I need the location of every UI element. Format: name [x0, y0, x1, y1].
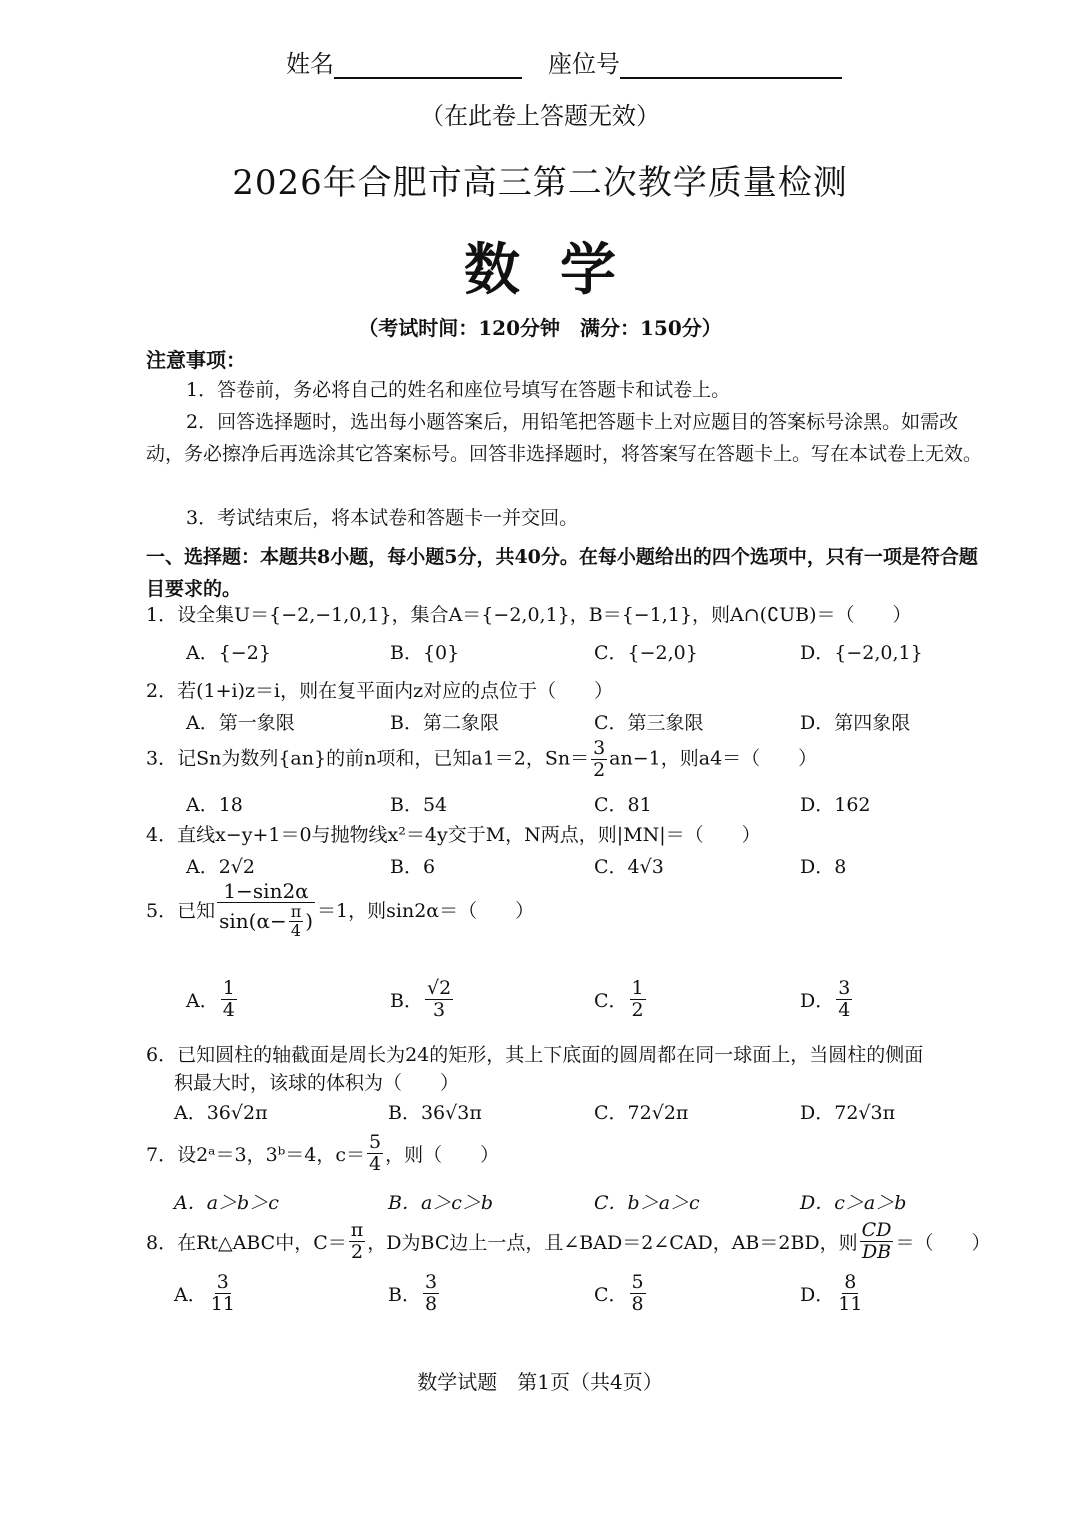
q3-fraction — [591, 738, 607, 781]
q8-pi: π — [350, 1219, 364, 1241]
notice-item-3: 3．考试结束后，将本试卷和答题卡一并交回。 — [186, 507, 579, 529]
q5-lead: 5．已知 — [146, 900, 216, 923]
q5-option-b-frac — [425, 978, 453, 1021]
q3-frac-den: 2 — [593, 758, 606, 781]
q8-ratio-fraction — [860, 1220, 894, 1263]
q7-stem-part-b: ，则（ ） — [385, 1143, 500, 1166]
q5-equals: ＝1 — [317, 900, 349, 923]
q6-option-d: D．72√3π — [800, 1102, 896, 1124]
q5-option-d-den: 4 — [838, 998, 851, 1021]
q5-den-part-a: sin(α− — [219, 909, 287, 934]
q5-denominator — [217, 903, 315, 939]
q8-stem-part-b: ，D为BC边上一点，且∠BAD＝2∠CAD，AB＝2BD，则 — [367, 1231, 858, 1254]
q5-option-a-label: A． — [186, 989, 219, 1012]
question-1-stem: 1．设全集U＝{−2,−1,0,1}，集合A＝{−2,0,1}，B＝{−1,1}，则A∩(∁UB)＝（ ） — [146, 604, 912, 626]
q5-option-b-den: 3 — [433, 998, 446, 1021]
q2-option-b: B．第二象限 — [390, 712, 499, 734]
question-3-stem — [146, 738, 817, 781]
name-field — [286, 44, 522, 79]
q5-option-b-num: √2 — [426, 977, 452, 999]
q4-option-a: A．2√2 — [186, 856, 256, 878]
q4-option-d: D．8 — [800, 856, 847, 878]
q5-option-d — [800, 978, 854, 1021]
q5-pi-over-4 — [289, 903, 304, 939]
q5-four: 4 — [290, 920, 302, 940]
q5-tail: ，则sin2α＝（ ） — [348, 900, 535, 923]
q7-option-c: C．b＞a＞c — [594, 1192, 700, 1214]
q5-option-c-label: C． — [594, 989, 628, 1012]
q1-option-b: B．{0} — [390, 642, 460, 664]
q5-numerator: 1−sin2α — [217, 880, 314, 903]
q8-stem-part-a: 8．在Rt△ABC中，C＝ — [146, 1231, 347, 1254]
q8-option-d — [800, 1272, 866, 1315]
q5-option-a-den: 4 — [222, 998, 235, 1021]
q3-stem-part-a: 3．记Sn为数列{an}的前n项和，已知a1＝2，Sn＝ — [146, 747, 590, 770]
q2-option-c: C．第三象限 — [594, 712, 704, 734]
q3-option-c: C．81 — [594, 794, 652, 816]
q5-option-c-frac — [630, 978, 646, 1021]
seat-label: 座位号 — [548, 50, 620, 78]
q6-option-a: A．36√2π — [174, 1102, 268, 1124]
q5-option-d-label: D． — [800, 989, 835, 1012]
q8-option-b-label: B． — [388, 1283, 421, 1306]
q8-two: 2 — [350, 1240, 364, 1263]
q5-option-c — [594, 978, 648, 1021]
q7-fraction — [367, 1132, 383, 1175]
q8-angle-fraction — [349, 1220, 366, 1263]
q5-den-part-b: ) — [305, 909, 314, 934]
name-label: 姓名 — [286, 50, 334, 78]
seat-field — [548, 44, 842, 79]
q4-option-b: B．6 — [390, 856, 436, 878]
question-4-stem: 4．直线x−y+1＝0与抛物线x²＝4y交于M，N两点，则|MN|＝（ ） — [146, 824, 761, 846]
q8-option-d-frac — [836, 1272, 864, 1315]
q7-frac-den: 4 — [369, 1152, 382, 1175]
invalid-note: （在此卷上答题无效） — [420, 102, 660, 130]
q5-option-a-num: 1 — [222, 977, 235, 999]
q7-stem-part-a: 7．设2ᵃ＝3，3ᵇ＝4，c＝ — [146, 1143, 366, 1166]
q5-option-b — [390, 978, 455, 1021]
q3-option-a: A．18 — [186, 794, 243, 816]
q5-option-a-frac — [221, 978, 237, 1021]
q8-option-c-den: 8 — [631, 1292, 644, 1315]
q8-option-c-frac — [630, 1272, 646, 1315]
section-choice-heading: 一、选择题：本题共8小题，每小题5分，共40分。在每小题给出的四个选项中，只有一项是符合题目要求的。 — [146, 546, 978, 600]
q8-option-a — [174, 1272, 239, 1315]
q8-stem-part-c: ＝（ ） — [895, 1231, 991, 1254]
seat-blank — [620, 49, 842, 79]
subject-title: 数学 — [464, 237, 656, 303]
q8-option-a-frac — [209, 1272, 237, 1315]
q2-option-d: D．第四象限 — [800, 712, 911, 734]
q3-frac-num: 3 — [593, 737, 606, 759]
q5-pi: π — [290, 902, 302, 921]
q8-option-c — [594, 1272, 648, 1315]
question-8-stem — [146, 1220, 990, 1263]
page-footer: 数学试题 第1页（共4页） — [417, 1370, 663, 1394]
q4-option-c: C．4√3 — [594, 856, 664, 878]
q1-option-c: C．{−2,0} — [594, 642, 698, 664]
exam-title: 2026年合肥市高三第二次教学质量检测 — [232, 163, 848, 203]
q8-option-a-den: 11 — [210, 1292, 235, 1315]
q6-option-b: B．36√3π — [388, 1102, 482, 1124]
q8-option-b-den: 8 — [424, 1292, 438, 1315]
q7-frac-num: 5 — [369, 1131, 382, 1153]
q8-cd: CD — [861, 1219, 892, 1241]
q1-option-d: D．{−2,0,1} — [800, 642, 923, 664]
q3-option-d: D．162 — [800, 794, 871, 816]
question-7-stem — [146, 1132, 499, 1175]
q8-option-c-label: C． — [594, 1283, 628, 1306]
q5-option-c-den: 2 — [631, 998, 644, 1021]
q3-stem-part-b: an−1，则a4＝（ ） — [609, 747, 818, 770]
q5-option-b-label: B． — [390, 989, 423, 1012]
question-5-stem — [146, 880, 534, 939]
exam-info: （考试时间：120分钟 满分：150分） — [358, 316, 722, 340]
q5-option-c-num: 1 — [631, 977, 644, 999]
name-blank — [334, 49, 522, 79]
q8-option-d-den: 11 — [838, 1292, 863, 1315]
q5-option-a — [186, 978, 239, 1021]
notice-heading: 注意事项： — [146, 348, 246, 372]
q5-condition-fraction — [217, 880, 315, 939]
q2-option-a: A．第一象限 — [186, 712, 295, 734]
notice-item-1: 1．答卷前，务必将自己的姓名和座位号填写在答题卡和试卷上。 — [186, 379, 731, 401]
q8-db: DB — [861, 1240, 892, 1263]
question-2-stem: 2．若(1+i)z＝i，则在复平面内z对应的点位于（ ） — [146, 680, 614, 702]
q8-option-c-num: 5 — [631, 1271, 644, 1293]
q8-option-d-label: D． — [800, 1283, 835, 1306]
q6-option-c: C．72√2π — [594, 1102, 689, 1124]
q8-option-b-num: 3 — [424, 1271, 438, 1293]
q8-option-a-num: 3 — [216, 1271, 229, 1293]
q7-option-d: D．c＞a＞b — [800, 1192, 907, 1214]
notice-item-2: 2．回答选择题时，选出每小题答案后，用铅笔把答题卡上对应题目的答案标号涂黑。如需改动，务必擦净后再选涂其它答案标号。回答非选择题时，将答案写在答题卡上。写在本试卷上无效。 — [146, 411, 983, 465]
q7-option-b: B．a＞c＞b — [388, 1192, 494, 1214]
q7-option-a: A．a＞b＞c — [174, 1192, 279, 1214]
q8-option-d-num: 8 — [844, 1271, 857, 1293]
question-6-stem-line-1: 6．已知圆柱的轴截面是周长为24的矩形，其上下底面的圆周都在同一球面上，当圆柱的侧面 — [146, 1044, 924, 1066]
q3-option-b: B．54 — [390, 794, 448, 816]
question-6-stem-line-2: 积最大时，该球的体积为（ ） — [174, 1072, 460, 1094]
q8-option-a-label: A． — [174, 1283, 207, 1306]
q8-option-b — [388, 1272, 441, 1315]
q1-option-a: A．{−2} — [186, 642, 271, 664]
q5-option-d-num: 3 — [838, 977, 851, 999]
q5-option-d-frac — [836, 978, 852, 1021]
q8-option-b-frac — [423, 1272, 439, 1315]
